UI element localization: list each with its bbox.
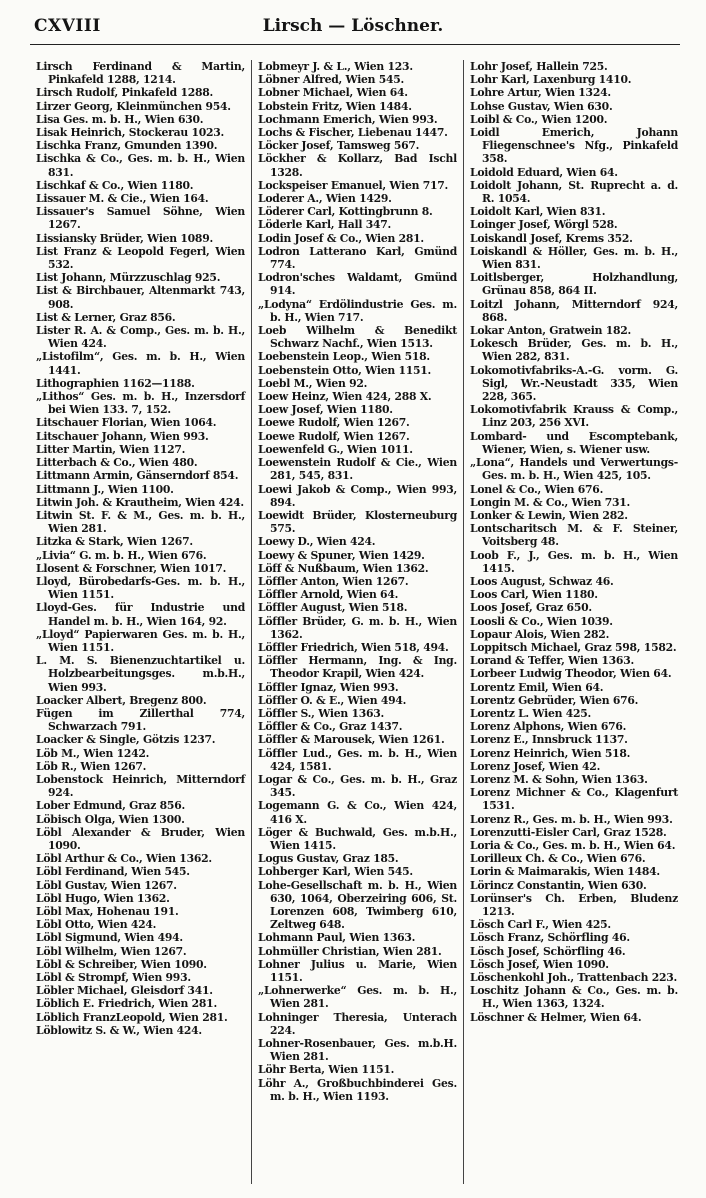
directory-entry: Loos Carl, Wien 1180. (470, 588, 598, 602)
directory-entry: Löcker Josef, Tamsweg 567. (258, 139, 420, 153)
directory-entry: Löbl Alexander & Bruder, Wien 1090. (36, 825, 245, 852)
directory-entry: Litwin Joh. & Krautheim, Wien 424. (36, 495, 244, 509)
directory-entry: Löffler Lud., Ges. m. b. H., Wien 424, 1581. (258, 746, 457, 773)
directory-entry: Loew Josef, Wien 1180. (258, 403, 393, 417)
directory-entry: Lombard- und Escomptebank, Wiener, Wien, s. Wiener usw. (470, 429, 678, 456)
directory-entry: Loibl & Co., Wien 1200. (470, 112, 608, 126)
directory-entry: Llosent & Forschner, Wien 1017. (36, 561, 227, 575)
directory-entry: Loewenstein Rudolf & Cie., Wien 281, 545, 831. (258, 456, 457, 483)
directory-entry: Lischka & Co., Ges. m. b. H., Wien 831. (36, 152, 245, 179)
directory-entry: Lober Edmund, Graz 856. (36, 799, 185, 813)
directory-entry: Lorenzutti-Eisler Carl, Graz 1528. (470, 825, 667, 839)
directory-entry: Löbl & Schreiber, Wien 1090. (36, 957, 207, 971)
directory-entry: Litter Martin, Wien 1127. (36, 442, 186, 456)
directory-entry: Lontscharitsch M. & F. Steiner, Voitsberg 48. (470, 522, 678, 549)
running-head: Lirsch — Löschner. (262, 16, 444, 36)
directory-entry: Lorentz Gebrüder, Wien 676. (470, 693, 639, 707)
directory-entry: Löbl Wilhelm, Wien 1267. (36, 944, 187, 958)
directory-entry: Löschenkohl Joh., Trattenbach 223. (470, 971, 677, 985)
directory-entry: „Lithos“ Ges. m. b. H., Inzersdorf bei Wien 133. 7, 152. (36, 390, 245, 417)
directory-entry: „Lohnerwerke“ Ges. m. b. H., Wien 281. (258, 984, 457, 1011)
directory-entry: Lonker & Lewin, Wien 282. (470, 508, 628, 522)
directory-entry: Littmann J., Wien 1100. (36, 482, 174, 496)
directory-entry: Loos Josef, Graz 650. (470, 601, 592, 615)
directory-entry: Lithographien 1162—1188. (36, 376, 195, 390)
directory-entry: Lösch Josef, Schörfling 46. (470, 944, 626, 958)
directory-entry: Lloyd, Bürobedarfs-Ges. m. b. H., Wien 1151. (36, 574, 245, 602)
directory-entry: Lorbeer Ludwig Theodor, Wien 64. (470, 667, 672, 681)
directory-entry: Fügen im Zillerthal 774, Schwarzach 791. (36, 706, 245, 734)
directory-entry: Lorenz R., Ges. m. b. H., Wien 993. (470, 812, 673, 826)
directory-entry: Lohner Julius u. Marie, Wien 1151. (258, 957, 457, 985)
directory-entry: Lorilleux Ch. & Co., Wien 676. (470, 852, 646, 866)
directory-entry: Loppitsch Michael, Graz 598, 1582. (470, 640, 677, 654)
header-rule (30, 44, 680, 45)
directory-entry: Loria & Co., Ges. m. b. H., Wien 64. (470, 838, 676, 852)
directory-entry: Loschitz Johann & Co., Ges. m. b. H., Wien 1363, 1324. (470, 984, 678, 1011)
directory-entry: Lischkaf & Co., Wien 1180. (36, 178, 194, 192)
directory-entry: Lister R. A. & Comp., Ges. m. b. H., Wien 424. (36, 324, 245, 351)
directory-entry: Litschauer Florian, Wien 1064. (36, 416, 217, 430)
directory-entry: Lohre Artur, Wien 1324. (470, 86, 611, 100)
directory-entry: Löbl Sigmund, Wien 494. (36, 931, 183, 945)
directory-entry: Löffler O. & E., Wien 494. (258, 693, 407, 707)
directory-entry: Lokesch Brüder, Ges. m. b. H., Wien 282, 831. (470, 337, 678, 364)
directory-entry: Löderle Karl, Hall 347. (258, 218, 392, 232)
directory-entry: „Listofilm“, Ges. m. b. H., Wien 1441. (36, 350, 245, 377)
directory-entry: Lochmann Emerich, Wien 993. (258, 112, 438, 126)
directory-entry: Lobner Michael, Wien 64. (258, 86, 408, 100)
directory-entry: Löbl Ferdinand, Wien 545. (36, 865, 190, 879)
column-1 (30, 60, 252, 1184)
directory-entry: Löbl Gustav, Wien 1267. (36, 878, 177, 892)
directory-entry: Loos August, Schwaz 46. (470, 574, 614, 588)
directory-entry: Löbl Otto, Wien 424. (36, 918, 157, 932)
directory-entry: Lisa Ges. m. b. H., Wien 630. (36, 112, 204, 126)
directory-entry: Lohninger Theresia, Unterach 224. (258, 1010, 457, 1037)
directory-entry: Löbl & Strompf, Wien 993. (36, 971, 191, 985)
directory-entry: Löffler Ignaz, Wien 993. (258, 680, 399, 694)
directory-entry: Lockspeiser Emanuel, Wien 717. (258, 178, 448, 192)
directory-entry: Lorenz Michner & Co., Klagenfurt 1531. (470, 786, 678, 813)
directory-entry: Löbler Michael, Gleisdorf 341. (36, 984, 213, 998)
directory-entry: Loebenstein Otto, Wien 1151. (258, 363, 431, 377)
column-3 (464, 60, 684, 1184)
directory-entry: Littmann Armin, Gänserndorf 854. (36, 469, 239, 483)
directory-entry: Lorenz Josef, Wien 42. (470, 759, 601, 773)
directory-entry: Lodron'sches Waldamt, Gmünd 914. (258, 271, 457, 298)
directory-entry: Logar & Co., Ges. m. b. H., Graz 345. (258, 772, 457, 800)
directory-entry: Löblich FranzLeopold, Wien 281. (36, 1010, 228, 1024)
directory-entry: Löffler Friedrich, Wien 518, 494. (258, 640, 449, 654)
directory-entry: Logus Gustav, Graz 185. (258, 852, 399, 866)
directory-entry: Loewi Jakob & Comp., Wien 993, 894. (258, 482, 457, 509)
directory-entry: Logemann G. & Co., Wien 424, 416 X. (258, 799, 457, 826)
directory-entry: Lörincz Constantin, Wien 630. (470, 878, 647, 892)
page-header (0, 0, 706, 56)
directory-entry: Lirzer Georg, Kleinmünchen 954. (36, 99, 231, 113)
directory-entry: Löhr Berta, Wien 1151. (258, 1063, 395, 1077)
directory-entry: Lissauer M. & Cie., Wien 164. (36, 192, 209, 206)
directory-entry: Lodron Latterano Karl, Gmünd 774. (258, 244, 457, 272)
directory-entry: Longin M. & Co., Wien 731. (470, 495, 631, 509)
directory-entry: Lorenz M. & Sohn, Wien 1363. (470, 772, 648, 786)
directory-entry: Loiskandl & Höller, Ges. m. b. H., Wien 831. (470, 244, 678, 272)
directory-entry: Litterbach & Co., Wien 480. (36, 456, 198, 470)
directory-entry: Lokomotivfabriks-A.-G. vorm. G. Sigl, Wr.-Neustadt 335, Wien 228, 365. (470, 363, 678, 404)
directory-entry: Lochs & Fischer, Liebenau 1447. (258, 126, 448, 140)
directory-entry: Loewy & Spuner, Wien 1429. (258, 548, 425, 562)
directory-entry: Lorentz Emil, Wien 64. (470, 680, 604, 694)
page-number: CXVIII (34, 16, 101, 36)
directory-entry: Löffler Brüder, G. m. b. H., Wien 1362. (258, 614, 457, 641)
directory-entry: Lissauer's Samuel Söhne, Wien 1267. (36, 205, 245, 232)
directory-entry: Loewidt Brüder, Klosterneuburg 575. (258, 508, 457, 536)
directory-entry: Lokar Anton, Gratwein 182. (470, 324, 632, 338)
directory-entry: Loewe Rudolf, Wien 1267. (258, 416, 410, 430)
directory-entry: Lodin Josef & Co., Wien 281. (258, 231, 424, 245)
directory-entry: Litschauer Johann, Wien 993. (36, 429, 209, 443)
directory-entry: Lohr Josef, Hallein 725. (470, 60, 608, 73)
directory-entry: Loitzl Johann, Mitterndorf 924, 868. (470, 297, 678, 324)
directory-entry: Loacker Albert, Bregenz 800. (36, 693, 207, 707)
directory-entry: Loewe Rudolf, Wien 1267. (258, 429, 410, 443)
directory-entry: Lorentz L. Wien 425. (470, 706, 591, 720)
columns (30, 60, 684, 1184)
directory-entry: Lohner-Rosenbauer, Ges. m.b.H. Wien 281. (258, 1037, 457, 1064)
directory-entry: Lohse Gustav, Wien 630. (470, 99, 613, 113)
directory-entry: Löffler Hermann, Ing. & Ing. Theodor Krapil, Wien 424. (258, 654, 457, 681)
directory-entry: Lösch Carl F., Wien 425. (470, 918, 611, 932)
directory-entry: Loebl M., Wien 92. (258, 376, 368, 390)
directory-entry: Löb R., Wien 1267. (36, 759, 147, 773)
directory-entry: Löhr A., Großbuchbinderei Ges. m. b. H., Wien 1193. (258, 1076, 457, 1103)
directory-entry: Lösch Franz, Schörfling 46. (470, 931, 630, 945)
directory-entry: Lonel & Co., Wien 676. (470, 482, 604, 496)
directory-entry: Löger & Buchwald, Ges. m.b.H., Wien 1415. (258, 825, 457, 852)
directory-entry: Lorünser's Ch. Erben, Bludenz 1213. (470, 891, 678, 918)
column-2 (252, 60, 464, 1184)
directory-entry: Loitlsberger, Holzhandlung, Grünau 858, 864 II. (470, 271, 678, 298)
directory-entry: Lorenz Alphons, Wien 676. (470, 720, 627, 734)
directory-entry: „Lodyna“ Erdölindustrie Ges. m. b. H., Wien 717. (258, 297, 457, 324)
directory-entry: Lirsch Rudolf, Pinkafeld 1288. (36, 86, 214, 100)
directory-entry: Löblich E. Friedrich, Wien 281. (36, 997, 217, 1011)
directory-entry: Loidolt Karl, Wien 831. (470, 205, 606, 219)
directory-entry: Loiskandl Josef, Krems 352. (470, 231, 633, 245)
directory-entry: Loew Heinz, Wien 424, 288 X. (258, 390, 432, 404)
directory-entry: Loeb Wilhelm & Benedikt Schwarz Nachf., Wien 1513. (258, 324, 457, 351)
directory-entry: Loosli & Co., Wien 1039. (470, 614, 613, 628)
directory-entry: „Livia“ G. m. b. H., Wien 676. (36, 548, 207, 562)
directory-entry: Loebenstein Leop., Wien 518. (258, 350, 430, 364)
directory-entry: „Lona“, Handels und Verwertungs-Ges. m. b. H., Wien 425, 105. (470, 456, 678, 483)
directory-entry: Lohmüller Christian, Wien 281. (258, 944, 442, 958)
directory-entry: Löffler August, Wien 518. (258, 601, 408, 615)
directory-entry: Lorand & Teffer, Wien 1363. (470, 654, 634, 668)
directory-entry: Löckher & Kollarz, Bad Ischl 1328. (258, 152, 457, 179)
directory-entry: Löbl Hugo, Wien 1362. (36, 891, 170, 905)
directory-entry: Lirsch Ferdinand & Martin, Pinkafeld 1288, 1214. (36, 60, 245, 87)
directory-entry: Lorenz Heinrich, Wien 518. (470, 746, 631, 760)
directory-entry: Lösch Josef, Wien 1090. (470, 957, 609, 971)
directory-entry: Lorenz E., Innsbruck 1137. (470, 733, 628, 747)
directory-entry: Löbner Alfred, Wien 545. (258, 73, 405, 87)
directory-entry: Lobmeyr J. & L., Wien 123. (258, 60, 413, 73)
directory-entry: Lorin & Maimarakis, Wien 1484. (470, 865, 660, 879)
directory-entry: Loob F., J., Ges. m. b. H., Wien 1415. (470, 548, 678, 575)
directory-entry: Lischka Franz, Gmunden 1390. (36, 139, 218, 153)
directory-entry: List & Birchbauer, Altenmarkt 743, 908. (36, 284, 245, 311)
directory-entry: Lohe-Gesellschaft m. b. H., Wien 630, 1064, Oberzeiring 606, St. Lorenzen 608, Twimberg 610, Zeltweg 648. (258, 878, 457, 932)
directory-entry: Löbisch Olga, Wien 1300. (36, 812, 185, 826)
directory-entry: Lissiansky Brüder, Wien 1089. (36, 231, 213, 245)
directory-entry: Löbl Max, Hohenau 191. (36, 905, 179, 918)
directory-entry: Litwin St. F. & M., Ges. m. b. H., Wien 281. (36, 508, 245, 536)
directory-entry: Loidolt Johann, St. Ruprecht a. d. R. 1054. (470, 178, 678, 206)
directory-entry: Löffler Arnold, Wien 64. (258, 588, 399, 602)
directory-entry: List Franz & Leopold Fegerl, Wien 532. (36, 244, 245, 272)
directory-entry: Löschner & Helmer, Wien 64. (470, 1010, 642, 1024)
directory-entry: Löffler & Co., Graz 1437. (258, 720, 403, 734)
directory-entry: Löffler & Marousek, Wien 1261. (258, 733, 445, 747)
directory-entry: Lohberger Karl, Wien 545. (258, 865, 413, 879)
directory-entry: Loidl Emerich, Johann Fliegenschnee's Nfg., Pinkafeld 358. (470, 126, 678, 166)
directory-entry: Löderer Carl, Kottingbrunn 8. (258, 205, 433, 219)
directory-entry: Löblowitz S. & W., Wien 424. (36, 1023, 202, 1037)
directory-entry: Lohmann Paul, Wien 1363. (258, 931, 416, 945)
directory-entry: L. M. S. Bienenzuchtartikel u. Holzbearbeitungsges. m.b.H., Wien 993. (36, 654, 245, 694)
directory-entry: List & Lerner, Graz 856. (36, 310, 176, 324)
directory-entry: Lopaur Alois, Wien 282. (470, 627, 610, 641)
directory-entry: Löffler Anton, Wien 1267. (258, 574, 409, 588)
directory-entry: Loewy D., Wien 424. (258, 535, 376, 549)
directory-entry: Löbl Arthur & Co., Wien 1362. (36, 852, 212, 866)
directory-entry: List Johann, Mürzzuschlag 925. (36, 271, 221, 285)
directory-entry: Loinger Josef, Wörgl 528. (470, 218, 618, 232)
directory-entry: Löb M., Wien 1242. (36, 746, 150, 760)
directory-entry: Löffler S., Wien 1363. (258, 706, 385, 720)
directory-entry: Loidold Eduard, Wien 64. (470, 165, 618, 179)
directory-entry: „Lloyd“ Papierwaren Ges. m. b. H., Wien 1151. (36, 627, 245, 654)
directory-entry: Lokomotivfabrik Krauss & Comp., Linz 203, 256 XVI. (470, 403, 678, 430)
directory-entry: Lohr Karl, Laxenburg 1410. (470, 73, 632, 87)
directory-entry: Loewenfeld G., Wien 1011. (258, 442, 413, 456)
directory-entry: Loacker & Single, Götzis 1237. (36, 733, 216, 747)
directory-entry: Lobstein Fritz, Wien 1484. (258, 99, 412, 113)
directory-entry: Lloyd-Ges. für Industrie und Handel m. b. H., Wien 164, 92. (36, 601, 245, 628)
directory-entry: Lobenstock Heinrich, Mitterndorf 924. (36, 772, 245, 800)
directory-entry: Lisak Heinrich, Stockerau 1023. (36, 126, 225, 140)
directory-entry: Loderer A., Wien 1429. (258, 192, 392, 206)
directory-entry: Litzka & Stark, Wien 1267. (36, 535, 193, 549)
directory-entry: Löff & Nußbaum, Wien 1362. (258, 561, 429, 575)
